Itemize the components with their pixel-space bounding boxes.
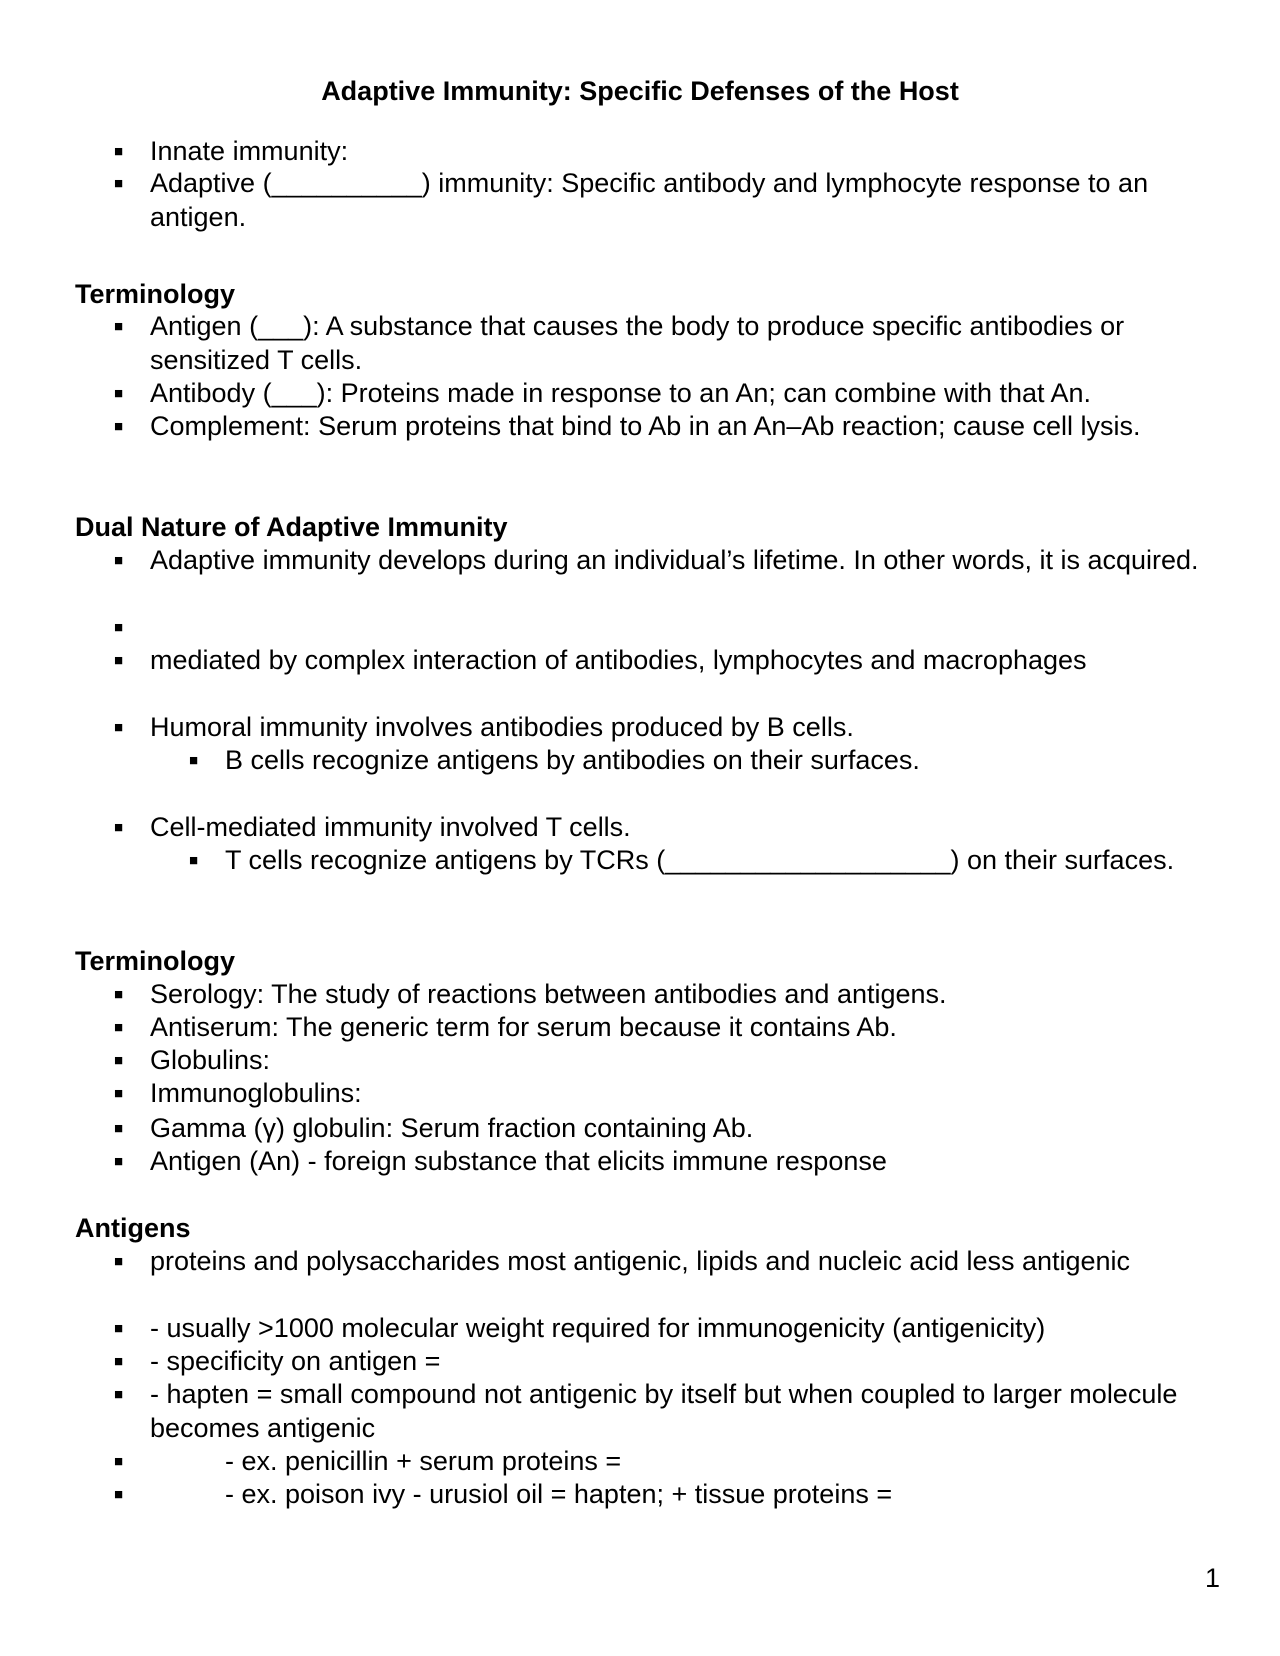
bullet-icon: ■ bbox=[114, 819, 124, 836]
list-item-text: Complement: Serum proteins that bind to Ab in an An–Ab reaction; cause cell lysis. bbox=[150, 411, 1141, 441]
list-item bbox=[114, 544, 1210, 578]
bullet-icon: ■ bbox=[114, 1386, 124, 1403]
bullet-icon: ■ bbox=[114, 1085, 124, 1102]
list-item bbox=[114, 1312, 1210, 1346]
section-heading-terminology: Terminology bbox=[75, 279, 236, 309]
section-heading-antigens: Antigens bbox=[75, 1213, 191, 1243]
list-item bbox=[114, 377, 1210, 411]
section-heading-terminology: Terminology bbox=[75, 946, 236, 976]
bullet-icon: ■ bbox=[114, 143, 124, 160]
sub-list-item bbox=[189, 744, 1175, 778]
list-item bbox=[114, 310, 1210, 377]
list-item-text: - ex. poison ivy - urusiol oil = hapten; + tissue proteins = bbox=[225, 1479, 893, 1509]
list-item bbox=[114, 1044, 1210, 1078]
sub-list-item bbox=[189, 844, 1175, 878]
page-number: 1 bbox=[1204, 1563, 1220, 1593]
list-item-text: Antiserum: The generic term for serum because it contains Ab. bbox=[150, 1012, 897, 1042]
list-item-text: mediated by complex interaction of antibodies, lymphocytes and macrophages bbox=[150, 645, 1087, 675]
bullet-icon: ■ bbox=[114, 1320, 124, 1337]
bullet-icon: ■ bbox=[114, 619, 124, 636]
list-item bbox=[114, 1145, 1210, 1179]
list-item-text: Cell-mediated immunity involved T cells. bbox=[150, 812, 631, 842]
list-item-text: Serology: The study of reactions between antibodies and antigens. bbox=[150, 979, 947, 1009]
list-item-text: Innate immunity: bbox=[150, 136, 349, 166]
list-item-text: Humoral immunity involves antibodies produced by B cells. bbox=[150, 712, 854, 742]
list-item-text: Globulins: bbox=[150, 1045, 271, 1075]
bullet-icon: ■ bbox=[114, 719, 124, 736]
list-item-text: B cells recognize antigens by antibodies on their surfaces. bbox=[225, 745, 920, 775]
bullet-icon: ■ bbox=[114, 652, 124, 669]
list-item-text: Antigen (___): A substance that causes the body to produce specific antibodies or sensitized T cells. bbox=[150, 311, 1125, 375]
list-item bbox=[114, 1011, 1210, 1045]
list-item-text: Gamma (γ) globulin: Serum fraction containing Ab. bbox=[150, 1113, 754, 1143]
bullet-icon: ■ bbox=[114, 175, 124, 192]
list-item bbox=[114, 410, 1210, 444]
bullet-icon: ■ bbox=[114, 1253, 124, 1270]
list-item bbox=[114, 1445, 1210, 1479]
list-item-text: Immunoglobulins: bbox=[150, 1078, 362, 1108]
bullet-icon: ■ bbox=[114, 1019, 124, 1036]
bullet-icon: ■ bbox=[114, 1153, 124, 1170]
list-item bbox=[114, 978, 1210, 1012]
document-title: Adaptive Immunity: Specific Defenses of the Host bbox=[321, 76, 959, 106]
list-item-text: Antigen (An) - foreign substance that elicits immune response bbox=[150, 1146, 887, 1176]
list-item-text: - usually >1000 molecular weight required for immunogenicity (antigenicity) bbox=[150, 1313, 1046, 1343]
list-item bbox=[114, 1245, 1210, 1279]
bullet-icon: ■ bbox=[114, 1453, 124, 1470]
bullet-icon: ■ bbox=[114, 418, 124, 435]
list-item bbox=[114, 1345, 1210, 1379]
list-item-text: T cells recognize antigens by TCRs (___________________) on their surfaces. bbox=[225, 845, 1175, 875]
bullet-icon: ■ bbox=[114, 385, 124, 402]
list-item bbox=[114, 135, 1210, 169]
list-item bbox=[114, 644, 1210, 678]
list-item bbox=[114, 811, 1210, 845]
bullet-icon: ■ bbox=[114, 318, 124, 335]
bullet-icon: ■ bbox=[114, 1120, 124, 1137]
list-item bbox=[114, 1378, 1210, 1445]
list-item bbox=[114, 1112, 1210, 1146]
list-item bbox=[114, 167, 1210, 234]
list-item bbox=[114, 1077, 1210, 1111]
section-heading-dual-nature: Dual Nature of Adaptive Immunity bbox=[75, 512, 508, 542]
bullet-icon: ■ bbox=[114, 1353, 124, 1370]
bullet-icon: ■ bbox=[114, 1052, 124, 1069]
list-item-text: Adaptive (__________) immunity: Specific antibody and lymphocyte response to an antigen. bbox=[150, 168, 1149, 232]
bullet-icon: ■ bbox=[189, 752, 199, 769]
list-item-text: Adaptive immunity develops during an individual’s lifetime. In other words, it is acquired. bbox=[150, 545, 1199, 575]
list-item-text: - specificity on antigen = bbox=[150, 1346, 441, 1376]
list-item-text: Antibody (___): Proteins made in response to an An; can combine with that An. bbox=[150, 378, 1092, 408]
list-item-text: - hapten = small compound not antigenic by itself but when coupled to larger molecule becomes antigenic bbox=[150, 1379, 1178, 1443]
list-item-text: proteins and polysaccharides most antigenic, lipids and nucleic acid less antigenic bbox=[150, 1246, 1131, 1276]
bullet-icon: ■ bbox=[189, 852, 199, 869]
bullet-icon: ■ bbox=[114, 986, 124, 1003]
list-item bbox=[114, 1478, 1210, 1512]
list-item bbox=[114, 711, 1210, 745]
list-item-text: - ex. penicillin + serum proteins = bbox=[225, 1446, 622, 1476]
bullet-icon: ■ bbox=[114, 1486, 124, 1503]
bullet-icon: ■ bbox=[114, 552, 124, 569]
